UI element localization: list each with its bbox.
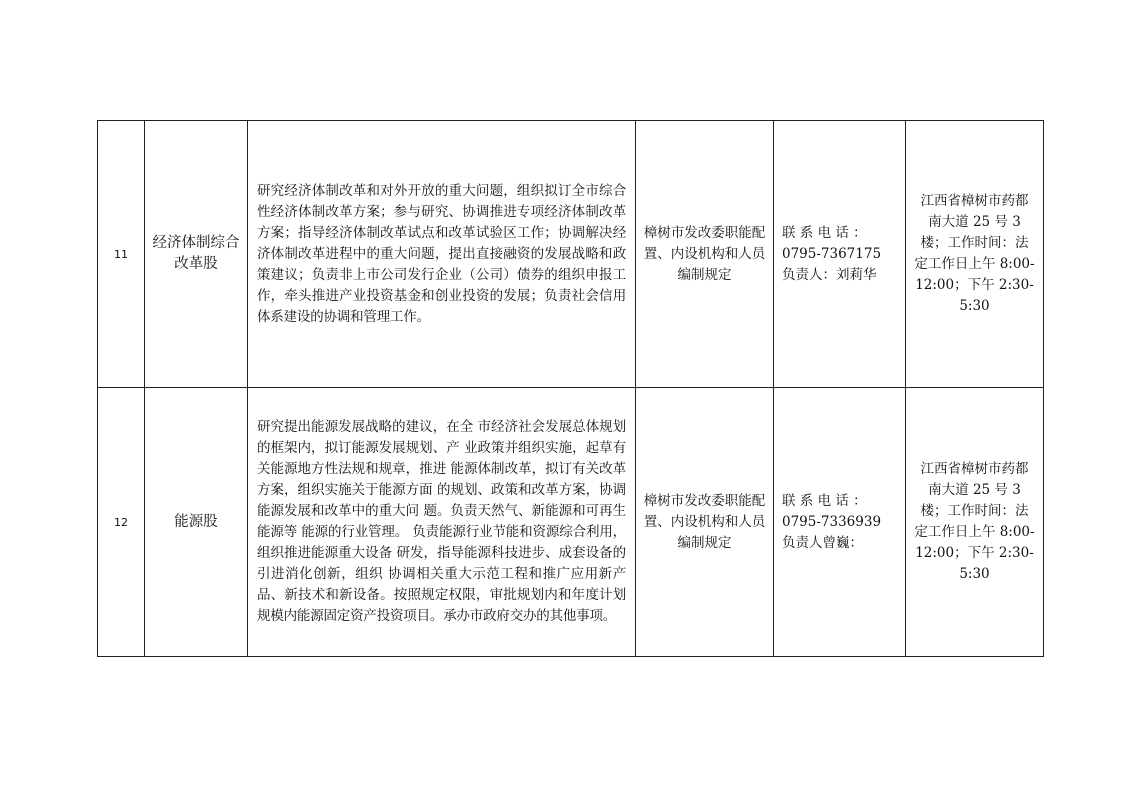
contact-info (774, 121, 906, 388)
row-number: 12 (98, 388, 145, 657)
table-row (98, 121, 1044, 388)
duty-description: 研究经济体制改革和对外开放的重大问题，组织拟订全市综合性经济体制改革方案；参与研究、协调推进专项经济体制改革方案；指导经济体制改革试点和改革试验区工作；协调解决经济体制改革进程中的重大问题，提出直接融资的发展战略和政策建议；负责非上市公司发行企业（公司）债券的组织申报工作，牵头推进产业投资基金和创业投资的发展；负责社会信用体系建设的协调和管理工作。 (248, 121, 636, 388)
address-and-hours: 江西省樟树市药都南大道 25 号 3 楼；工作时间：法定工作日上午 8:00-12:00；下午 2:30-5:30 (906, 121, 1044, 388)
contact-info (774, 388, 906, 657)
phone-number: 0795-7367175 (782, 245, 882, 262)
responsible-person: 负责人：刘莉华 (782, 266, 877, 283)
row-number: 11 (98, 121, 145, 388)
department-name: 经济体制综合改革股 (145, 121, 248, 388)
responsible-person: 负责人曾巍： (782, 534, 863, 551)
legal-basis: 樟树市发改委职能配置、内设机构和人员编制规定 (636, 388, 774, 657)
address-and-hours: 江西省樟树市药都南大道 25 号 3 楼；工作时间：法定工作日上午 8:00-12:00；下午 2:30-5:30 (906, 388, 1044, 657)
phone-label: 联 系 电 话 ： (782, 224, 867, 241)
legal-basis: 樟树市发改委职能配置、内设机构和人员编制规定 (636, 121, 774, 388)
department-name: 能源股 (145, 388, 248, 657)
phone-number: 0795-7336939 (782, 513, 882, 530)
phone-label: 联 系 电 话 ： (782, 492, 867, 509)
table-row (98, 388, 1044, 657)
duty-description: 研究提出能源发展战略的建议，在全 市经济社会发展总体规划的框架内，拟订能源发展规划、产 业政策并组织实施，起草有关能源地方性法规和规章，推进 能源体制改革，拟订有关改革方案，组织实施关于能源方面 的规划、政策和改革方案，协调能源发展和改革中的重大问 题。负责天然气、新能源和可再生能源等 能源的行业管理。 负责能源行业节能和资源综合利用，组织推进能源重大设备 研发，指导能源科技进步、成套设备的引进消化创新，组织 协调相关重大示范工程和推广应用新产品、新技术和新设备。按照规定权限，审批规划内和年度计划规模内能源固定资产投资项目。承办市政府交办的其他事项。 (248, 388, 636, 657)
duties-table (97, 120, 1044, 657)
